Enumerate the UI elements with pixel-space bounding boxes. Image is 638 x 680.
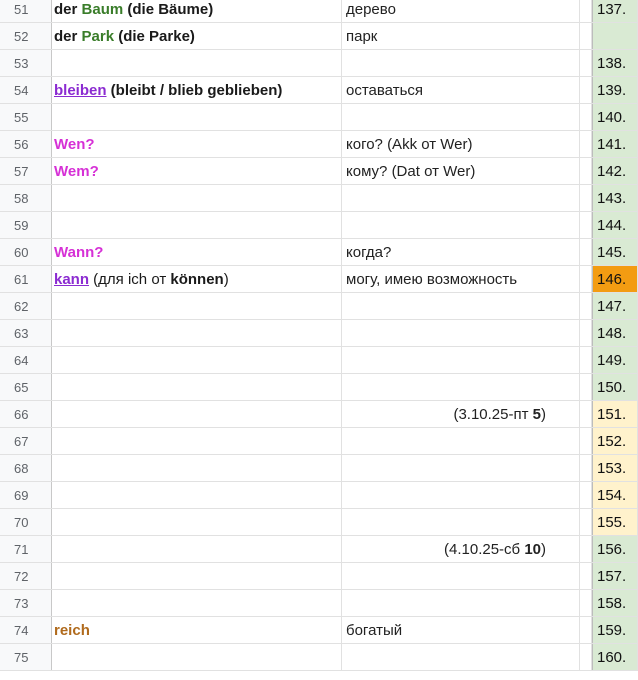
cell-german-word[interactable] xyxy=(52,293,342,319)
table-row xyxy=(0,509,638,536)
cell-german-word[interactable] xyxy=(52,239,342,265)
cell-translation[interactable] xyxy=(342,617,580,643)
cell-translation[interactable] xyxy=(342,536,580,562)
cell-german-word[interactable] xyxy=(52,428,342,454)
cell-german-word[interactable] xyxy=(52,104,342,130)
row-header[interactable]: 66 xyxy=(0,401,52,427)
table-row xyxy=(0,293,638,320)
table-row xyxy=(0,563,638,590)
cell-empty[interactable] xyxy=(580,293,592,319)
table-row xyxy=(0,590,638,617)
cell-translation[interactable] xyxy=(342,482,580,508)
row-header[interactable]: 55 xyxy=(0,104,52,130)
cell-counter[interactable]: 146. xyxy=(592,266,638,292)
cell-counter[interactable]: 150. xyxy=(592,374,638,400)
table-row xyxy=(0,266,638,293)
cell-date-note-segment: (3.10.25-пт xyxy=(453,405,533,423)
cell-empty[interactable] xyxy=(580,455,592,481)
cell-translation[interactable] xyxy=(342,644,580,670)
cell-counter[interactable]: 160. xyxy=(592,644,638,670)
cell-german-word[interactable] xyxy=(52,131,342,157)
table-row xyxy=(0,212,638,239)
cell-translation[interactable] xyxy=(342,50,580,76)
table-row xyxy=(0,455,638,482)
cell-text: дерево xyxy=(346,0,396,18)
cell-empty[interactable] xyxy=(580,0,592,22)
cell-translation[interactable] xyxy=(342,239,580,265)
cell-german-word[interactable] xyxy=(52,536,342,562)
row-header[interactable]: 52 xyxy=(0,23,52,49)
cell-translation[interactable] xyxy=(342,509,580,535)
cell-counter[interactable]: 145. xyxy=(592,239,638,265)
cell-counter[interactable]: 148. xyxy=(592,320,638,346)
cell-counter[interactable]: 138. xyxy=(592,50,638,76)
cell-text-segment: Park xyxy=(81,27,115,45)
cell-german-word[interactable] xyxy=(52,401,342,427)
row-header[interactable]: 68 xyxy=(0,455,52,481)
table-row xyxy=(0,23,638,50)
cell-empty[interactable] xyxy=(580,131,592,157)
row-header[interactable]: 56 xyxy=(0,131,52,157)
cell-counter[interactable]: 152. xyxy=(592,428,638,454)
cell-text: кому? (Dat от Wer) xyxy=(346,162,476,180)
table-row xyxy=(0,374,638,401)
table-row xyxy=(0,428,638,455)
cell-empty[interactable] xyxy=(580,239,592,265)
cell-date-note-segment: (4.10.25-сб xyxy=(444,540,525,558)
row-header[interactable]: 63 xyxy=(0,320,52,346)
table-row xyxy=(0,77,638,104)
table-row xyxy=(0,185,638,212)
cell-empty[interactable] xyxy=(580,158,592,184)
row-header[interactable]: 54 xyxy=(0,77,52,103)
cell-text: оставаться xyxy=(346,81,424,99)
cell-empty[interactable] xyxy=(580,23,592,49)
cell-empty[interactable] xyxy=(580,266,592,292)
cell-german-word[interactable] xyxy=(52,347,342,373)
cell-translation[interactable] xyxy=(342,77,580,103)
cell-german-word[interactable] xyxy=(52,482,342,508)
row-header[interactable]: 72 xyxy=(0,563,52,589)
table-row xyxy=(0,617,638,644)
cell-text-segment: können xyxy=(170,270,224,288)
row-header[interactable]: 75 xyxy=(0,644,52,670)
cell-empty[interactable] xyxy=(580,590,592,616)
cell-german-word[interactable] xyxy=(52,50,342,76)
cell-translation[interactable] xyxy=(342,131,580,157)
cell-empty[interactable] xyxy=(580,104,592,130)
row-header[interactable]: 57 xyxy=(0,158,52,184)
cell-text-segment: reich xyxy=(54,621,90,639)
cell-counter[interactable]: 147. xyxy=(592,293,638,319)
cell-counter[interactable]: 153. xyxy=(592,455,638,481)
table-row xyxy=(0,347,638,374)
cell-counter[interactable]: 157. xyxy=(592,563,638,589)
cell-text-segment: Wen? xyxy=(54,135,95,153)
cell-empty[interactable] xyxy=(580,320,592,346)
cell-german-word[interactable] xyxy=(52,158,342,184)
table-row xyxy=(0,104,638,131)
row-header[interactable]: 59 xyxy=(0,212,52,238)
cell-text-segment: (bleibt / blieb geblieben) xyxy=(106,81,283,99)
cell-text-segment: der xyxy=(54,27,82,45)
cell-empty[interactable] xyxy=(580,563,592,589)
cell-empty[interactable] xyxy=(580,50,592,76)
row-header[interactable]: 53 xyxy=(0,50,52,76)
cell-counter[interactable]: 144. xyxy=(592,212,638,238)
cell-empty[interactable] xyxy=(580,77,592,103)
table-row xyxy=(0,158,638,185)
cell-counter[interactable]: 149. xyxy=(592,347,638,373)
cell-translation[interactable] xyxy=(342,0,580,22)
cell-empty[interactable] xyxy=(580,644,592,670)
cell-counter[interactable]: 159. xyxy=(592,617,638,643)
cell-text-segment: Wann? xyxy=(54,243,104,261)
table-row xyxy=(0,536,638,563)
cell-german-word[interactable] xyxy=(52,185,342,211)
cell-empty[interactable] xyxy=(580,185,592,211)
cell-german-word[interactable] xyxy=(52,212,342,238)
table-row xyxy=(0,239,638,266)
cell-translation[interactable] xyxy=(342,455,580,481)
table-row xyxy=(0,401,638,428)
cell-counter[interactable] xyxy=(592,23,638,49)
row-header[interactable]: 71 xyxy=(0,536,52,562)
row-header[interactable]: 64 xyxy=(0,347,52,373)
cell-text-segment: ) xyxy=(223,270,229,288)
table-row xyxy=(0,0,638,23)
cell-empty[interactable] xyxy=(580,509,592,535)
cell-counter[interactable]: 137. xyxy=(592,0,638,22)
cell-counter[interactable]: 142. xyxy=(592,158,638,184)
cell-date-note-segment: 5 xyxy=(532,405,541,423)
cell-date-note-segment: ) xyxy=(541,540,546,558)
cell-date-note-segment: ) xyxy=(541,405,546,423)
cell-translation[interactable] xyxy=(342,212,580,238)
cell-german-word[interactable] xyxy=(52,320,342,346)
row-header[interactable]: 74 xyxy=(0,617,52,643)
cell-text-segment: (для ich от xyxy=(89,270,171,288)
cell-translation[interactable] xyxy=(342,23,580,49)
cell-counter[interactable]: 155. xyxy=(592,509,638,535)
table-row xyxy=(0,320,638,347)
cell-empty[interactable] xyxy=(580,617,592,643)
cell-counter[interactable]: 143. xyxy=(592,185,638,211)
cell-text-segment: (die Bäume) xyxy=(123,0,214,18)
cell-german-word[interactable] xyxy=(52,266,342,292)
cell-translation[interactable] xyxy=(342,320,580,346)
cell-empty[interactable] xyxy=(580,374,592,400)
cell-translation[interactable] xyxy=(342,185,580,211)
row-header[interactable]: 67 xyxy=(0,428,52,454)
cell-empty[interactable] xyxy=(580,347,592,373)
cell-text: богатый xyxy=(346,621,403,639)
cell-translation[interactable] xyxy=(342,374,580,400)
cell-text-segment: Baum xyxy=(81,0,124,18)
cell-translation[interactable] xyxy=(342,266,580,292)
cell-text-segment: bleiben xyxy=(54,81,107,99)
cell-german-word[interactable] xyxy=(52,77,342,103)
cell-text: когда? xyxy=(346,243,392,261)
cell-empty[interactable] xyxy=(580,482,592,508)
cell-translation[interactable] xyxy=(342,293,580,319)
cell-translation[interactable] xyxy=(342,590,580,616)
cell-counter[interactable]: 156. xyxy=(592,536,638,562)
cell-counter[interactable]: 139. xyxy=(592,77,638,103)
row-header[interactable]: 69 xyxy=(0,482,52,508)
row-header[interactable]: 51 xyxy=(0,0,52,22)
cell-empty[interactable] xyxy=(580,428,592,454)
cell-date-note-segment: 10 xyxy=(524,540,541,558)
cell-german-word[interactable] xyxy=(52,563,342,589)
table-row xyxy=(0,50,638,77)
cell-empty[interactable] xyxy=(580,536,592,562)
row-header[interactable]: 61 xyxy=(0,266,52,292)
cell-german-word[interactable] xyxy=(52,617,342,643)
cell-text-segment: der xyxy=(54,0,82,18)
cell-counter[interactable]: 158. xyxy=(592,590,638,616)
cell-translation[interactable] xyxy=(342,563,580,589)
cell-empty[interactable] xyxy=(580,212,592,238)
row-header[interactable]: 70 xyxy=(0,509,52,535)
cell-translation[interactable] xyxy=(342,158,580,184)
cell-counter[interactable]: 140. xyxy=(592,104,638,130)
row-header[interactable]: 60 xyxy=(0,239,52,265)
cell-german-word[interactable] xyxy=(52,0,342,22)
cell-german-word[interactable] xyxy=(52,455,342,481)
cell-counter[interactable]: 154. xyxy=(592,482,638,508)
cell-german-word[interactable] xyxy=(52,374,342,400)
table-row xyxy=(0,644,638,671)
cell-text: парк xyxy=(346,27,378,45)
cell-translation[interactable] xyxy=(342,347,580,373)
cell-text-segment: kann xyxy=(54,270,90,288)
cell-counter[interactable]: 151. xyxy=(592,401,638,427)
cell-translation[interactable] xyxy=(342,428,580,454)
table-row xyxy=(0,131,638,158)
table-row xyxy=(0,482,638,509)
row-header[interactable]: 73 xyxy=(0,590,52,616)
row-header[interactable]: 62 xyxy=(0,293,52,319)
cell-text: кого? (Akk от Wer) xyxy=(346,135,473,153)
cell-text-segment: (die Parke) xyxy=(114,27,195,45)
cell-text: могу, имею возможность xyxy=(346,270,518,288)
cell-text-segment: Wem? xyxy=(54,162,99,180)
cell-german-word[interactable] xyxy=(52,644,342,670)
row-header[interactable]: 65 xyxy=(0,374,52,400)
cell-counter[interactable]: 141. xyxy=(592,131,638,157)
cell-empty[interactable] xyxy=(580,401,592,427)
cell-german-word[interactable] xyxy=(52,590,342,616)
cell-translation[interactable] xyxy=(342,401,580,427)
cell-german-word[interactable] xyxy=(52,509,342,535)
row-header[interactable]: 58 xyxy=(0,185,52,211)
cell-german-word[interactable] xyxy=(52,23,342,49)
cell-translation[interactable] xyxy=(342,104,580,130)
